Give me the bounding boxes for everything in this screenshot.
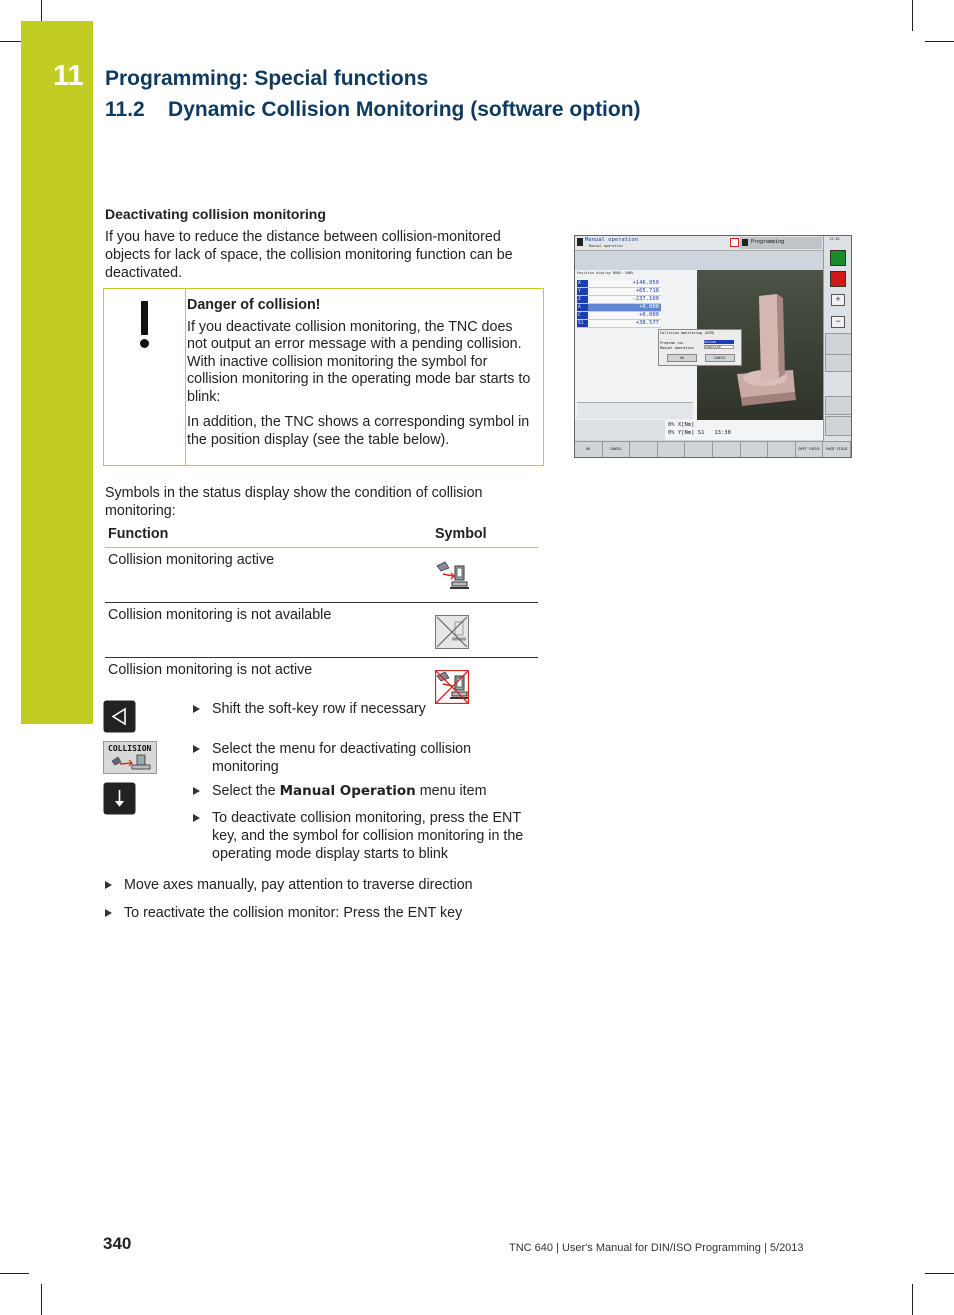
softkey[interactable]	[768, 442, 796, 457]
arrow-down-key[interactable]	[103, 782, 136, 815]
bullet-arrow-icon	[193, 745, 200, 753]
minus-icon[interactable]: −	[831, 316, 845, 328]
chapter-sidebar	[21, 21, 93, 724]
softkey[interactable]	[713, 442, 741, 457]
crop-mark	[41, 0, 42, 21]
start-button[interactable]	[830, 250, 846, 266]
axis-row	[577, 320, 661, 328]
softkey[interactable]: OK	[575, 442, 603, 457]
axis-row	[577, 280, 661, 288]
axis-label: S1	[577, 320, 588, 327]
feed-key[interactable]	[825, 333, 852, 355]
collision-softkey-icon	[110, 753, 152, 773]
intro-paragraph: If you have to reduce the distance between collision-monitored objects for lack of space, the collision monitoring function can be deactivated.	[105, 229, 513, 281]
function-cell: Collision monitoring active	[105, 548, 432, 603]
table-row	[105, 603, 538, 658]
symbol-table	[105, 526, 538, 712]
subsection-heading: Deactivating collision monitoring	[105, 206, 326, 222]
crop-mark	[912, 0, 913, 31]
axis-value: +0.000	[639, 312, 659, 318]
crop-mark	[925, 41, 954, 42]
stop-button[interactable]	[830, 271, 846, 287]
bullet-arrow-icon	[105, 881, 112, 889]
axis-value: +38.577	[635, 320, 659, 326]
position-display: Position display MODE: NOML X +146.950 Y +65.718 Z -237.100 A +0.000 C +0.000 S1 +38.577	[575, 270, 697, 420]
warning-box	[103, 288, 544, 466]
dialog-select-active[interactable]: Active	[704, 340, 734, 344]
collision-blink-icon	[730, 238, 739, 247]
bullet-arrow-icon	[193, 814, 200, 822]
step-item: Select the menu for deactivating collision monitoring	[193, 740, 538, 776]
step-item: Select the Manual Operation menu item	[193, 782, 538, 800]
override-readout: 0% X[Nm] 0% Y[Nm] S1 13:38	[665, 420, 823, 440]
softkey[interactable]: CANCEL	[603, 442, 631, 457]
softkey[interactable]	[658, 442, 686, 457]
table-header-symbol: Symbol	[432, 526, 538, 548]
function-cell: Collision monitoring is not available	[105, 603, 432, 658]
warning-title: Danger of collision!	[187, 297, 321, 313]
axis-row	[577, 296, 661, 304]
warning-text-1: If you deactivate collision monitoring, the TNC does not output an error message with a pending collision. With inactive collision monitoring the symbol for collision monitoring in the operating mode bar starts to blink:	[187, 318, 531, 405]
step-item: Move axes manually, pay attention to traverse direction	[105, 876, 545, 894]
collision-inactive-icon	[435, 670, 469, 704]
axis-value: -237.100	[632, 296, 659, 302]
section-title: 11.2 Dynamic Collision Monitoring (software option)	[105, 98, 641, 121]
crop-mark	[0, 41, 21, 42]
step-item: Shift the soft-key row if necessary	[193, 700, 538, 718]
chapter-number: 11	[53, 60, 84, 92]
crop-mark	[41, 1284, 42, 1315]
collision-softkey-label: COLLISION	[108, 744, 152, 753]
softkey[interactable]	[741, 442, 769, 457]
dialog-ok-button[interactable]: OK	[667, 354, 697, 362]
softkey[interactable]	[685, 442, 713, 457]
softkey[interactable]: PAGE FIELD	[823, 442, 851, 457]
axis-label: X	[577, 280, 588, 287]
collision-active-icon	[435, 560, 469, 594]
page-number: 340	[103, 1234, 132, 1253]
mode-subtitle: Manual operation	[589, 244, 623, 248]
table-header-function: Function	[105, 526, 432, 548]
vertical-softkeys: 13:38 + −	[823, 236, 852, 441]
mode-title: Manual operation	[585, 237, 638, 243]
table-row	[105, 548, 538, 603]
warning-text-2: In addition, the TNC shows a corresponding symbol in the position display (see the table below).	[187, 414, 530, 448]
function-cell: Collision monitoring is not active	[108, 662, 313, 678]
softkey-row-shift-key[interactable]	[103, 700, 136, 733]
axis-row	[577, 312, 661, 320]
axis-row	[577, 304, 661, 312]
bullet-arrow-icon	[193, 787, 200, 795]
softkey[interactable]	[630, 442, 658, 457]
collision-unavailable-icon	[435, 615, 469, 649]
tnc-screenshot	[574, 235, 852, 458]
dialog-cancel-button[interactable]: CANCEL	[705, 354, 735, 362]
axis-row	[577, 288, 661, 296]
axis-value: +65.718	[635, 288, 659, 294]
axis-label: A	[577, 304, 588, 311]
mode-bar	[575, 236, 823, 251]
step-item: To reactivate the collision monitor: Press the ENT key	[105, 904, 545, 922]
crop-mark	[0, 1273, 29, 1274]
collision-softkey[interactable]	[103, 741, 157, 774]
warning-icon-column	[104, 289, 186, 465]
axis-label: C	[577, 312, 588, 319]
chapter-title: Programming: Special functions	[105, 67, 429, 90]
dialog-select-inactive[interactable]: Inactive	[704, 345, 734, 349]
crop-mark	[925, 1273, 954, 1274]
collision-dialog: Collision monitoring (DCM) Program run Manual operation Active Inactive OK CANCEL	[658, 329, 742, 366]
softkey[interactable]: DEPT FOCUS	[796, 442, 824, 457]
status-bar-info	[577, 402, 693, 419]
axis-value: +0.000	[639, 304, 659, 310]
ramp-key-2[interactable]	[825, 416, 852, 436]
manual-mode-icon	[577, 238, 583, 246]
programming-mode: Programming	[740, 237, 822, 249]
ramp-key[interactable]	[825, 396, 852, 415]
axis-label: Y	[577, 288, 588, 295]
warning-body	[187, 297, 535, 457]
axis-value: +146.950	[632, 280, 659, 286]
exclamation-icon	[136, 301, 154, 349]
horizontal-softkey-row	[575, 441, 851, 458]
spindle-key[interactable]	[825, 354, 852, 372]
footer-text: TNC 640 | User's Manual for DIN/ISO Programming | 5/2013	[509, 1242, 804, 1254]
bullet-arrow-icon	[193, 705, 200, 713]
axis-label: Z	[577, 296, 588, 303]
bullet-arrow-icon	[105, 909, 112, 917]
plus-icon[interactable]: +	[831, 294, 845, 306]
crop-mark	[912, 1284, 913, 1315]
status-intro: Symbols in the status display show the condition of collision monitoring:	[105, 485, 483, 519]
step-item: To deactivate collision monitoring, press the ENT key, and the symbol for collision monitoring in the operating mode display starts to blink	[193, 809, 538, 863]
status-panel	[575, 420, 665, 440]
